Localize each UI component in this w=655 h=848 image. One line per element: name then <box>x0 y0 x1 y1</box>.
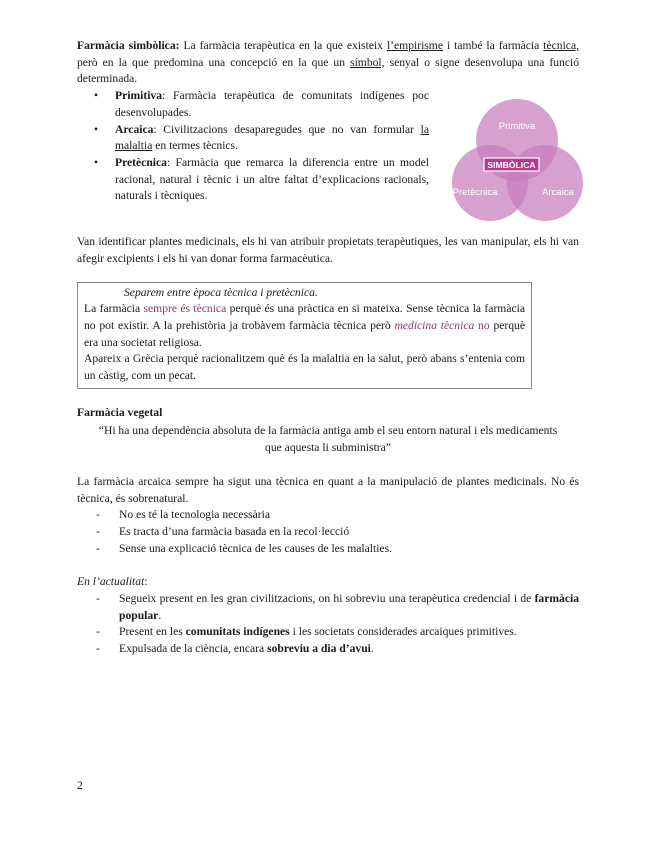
highlight-sempre-tecnica: sempre és tècnica <box>143 302 227 316</box>
list-item: - Segueix present en les gran civilitzacions, on hi sobreviu una terapèutica credencial i de farmàcia popular. <box>96 592 579 622</box>
venn-label-top: Primitiva <box>498 121 536 133</box>
term-simbol: símbol, <box>350 55 385 69</box>
vegetal-list <box>77 507 579 557</box>
intro-paragraph: Farmàcia simbòlica: La farmàcia terapèutica en la que existeix l’empirisme i també la farmàcia tècnica, però en la que predomina una concepció en la que un símbol, senyal o signe desenvolupa una funció determinada. <box>77 39 580 86</box>
list-item: - Es tracta d’una farmàcia basada en la recol·lecció <box>96 524 350 538</box>
type-list <box>77 88 429 205</box>
paragraph-arcaica: La farmàcia arcaica sempre ha sigut una tècnica en quant a la manipulació de plantes medicinals. No és tècnica, és sobrenatural. <box>77 474 579 505</box>
list-item: - No es té la tecnologia necessària <box>96 508 270 522</box>
list-item-pretecnica: • Pretècnica: Farmàcia que remarca la diferencia entre un model racional, natural i tècnic i un altre faltat d’explicacions racionals, naturals i tècniques. <box>94 155 429 203</box>
document-page <box>77 38 579 658</box>
section-title-actualitat: En l’actualitat: <box>77 575 148 589</box>
venn-circle-right <box>507 145 583 221</box>
list-item: - Expulsada de la ciència, encara sobreviu a dia d’avui. <box>96 642 374 656</box>
note-heading: Separem entre època tècnica i pretècnica. <box>124 285 318 299</box>
bullet-icon: • <box>94 155 99 169</box>
page-number: 2 <box>77 779 83 792</box>
bullets-and-diagram <box>77 88 579 218</box>
note-paragraph-2: Apareix a Grècia perquè racionalitzem què és la malaltia en la salut, però abans s’entenia com un càstig, com un pecat. <box>84 352 525 383</box>
list-item: - Sense una explicació tècnica de les causes de les malalties. <box>96 541 392 555</box>
bullet-icon: • <box>94 89 99 103</box>
term-malaltia: la malaltia <box>115 122 429 153</box>
highlight-medicina-tecnica: medicina tècnica <box>394 318 475 332</box>
term-simbolica: Farmàcia simbòlica: <box>77 39 180 52</box>
actualitat-list <box>77 591 579 658</box>
section-title-vegetal: Farmàcia vegetal <box>77 405 163 419</box>
quote: “Hi ha una dependència absoluta de la farmàcia antiga amb el seu entorn natural i els medicaments que aquesta li subministra” <box>98 424 558 455</box>
venn-label-right: Arcaica <box>542 187 574 199</box>
note-paragraph-1: La farmàcia sempre és tècnica perquè és una pràctica en si mateixa. Sense tècnica la farmàcia no pot existir. A la prehistòria ja trobàvem farmàcia tècnica però medicina tècnica no perquè era una societat religiosa. <box>84 302 525 349</box>
venn-label-left: Pretècnica <box>452 187 498 199</box>
paragraph-plants: Van identificar plantes medicinals, els hi van atribuir propietats terapèutiques, les van manipular, els hi van afegir excipients i els hi van donar forma farmacèutica. <box>77 235 579 265</box>
list-item-arcaica: • Arcaica: Civilitzacions desaparegudes que no van formular la malaltia en termes tècnics. <box>94 122 429 153</box>
venn-label-center: SIMBÒLICA <box>487 160 536 171</box>
venn-diagram <box>440 96 595 222</box>
list-item-primitiva: • Primitiva: Farmàcia terapèutica de comunitats indígenes poc desenvolupades. <box>94 89 429 119</box>
list-item: - Present en les comunitats indígenes i les societats considerades arcaiques primitives. <box>96 625 517 639</box>
term-empirisme: l’empirisme <box>386 39 443 52</box>
term-tecnica: tècnica, <box>543 39 580 52</box>
bullet-icon: • <box>94 122 99 136</box>
note-box <box>77 282 532 389</box>
